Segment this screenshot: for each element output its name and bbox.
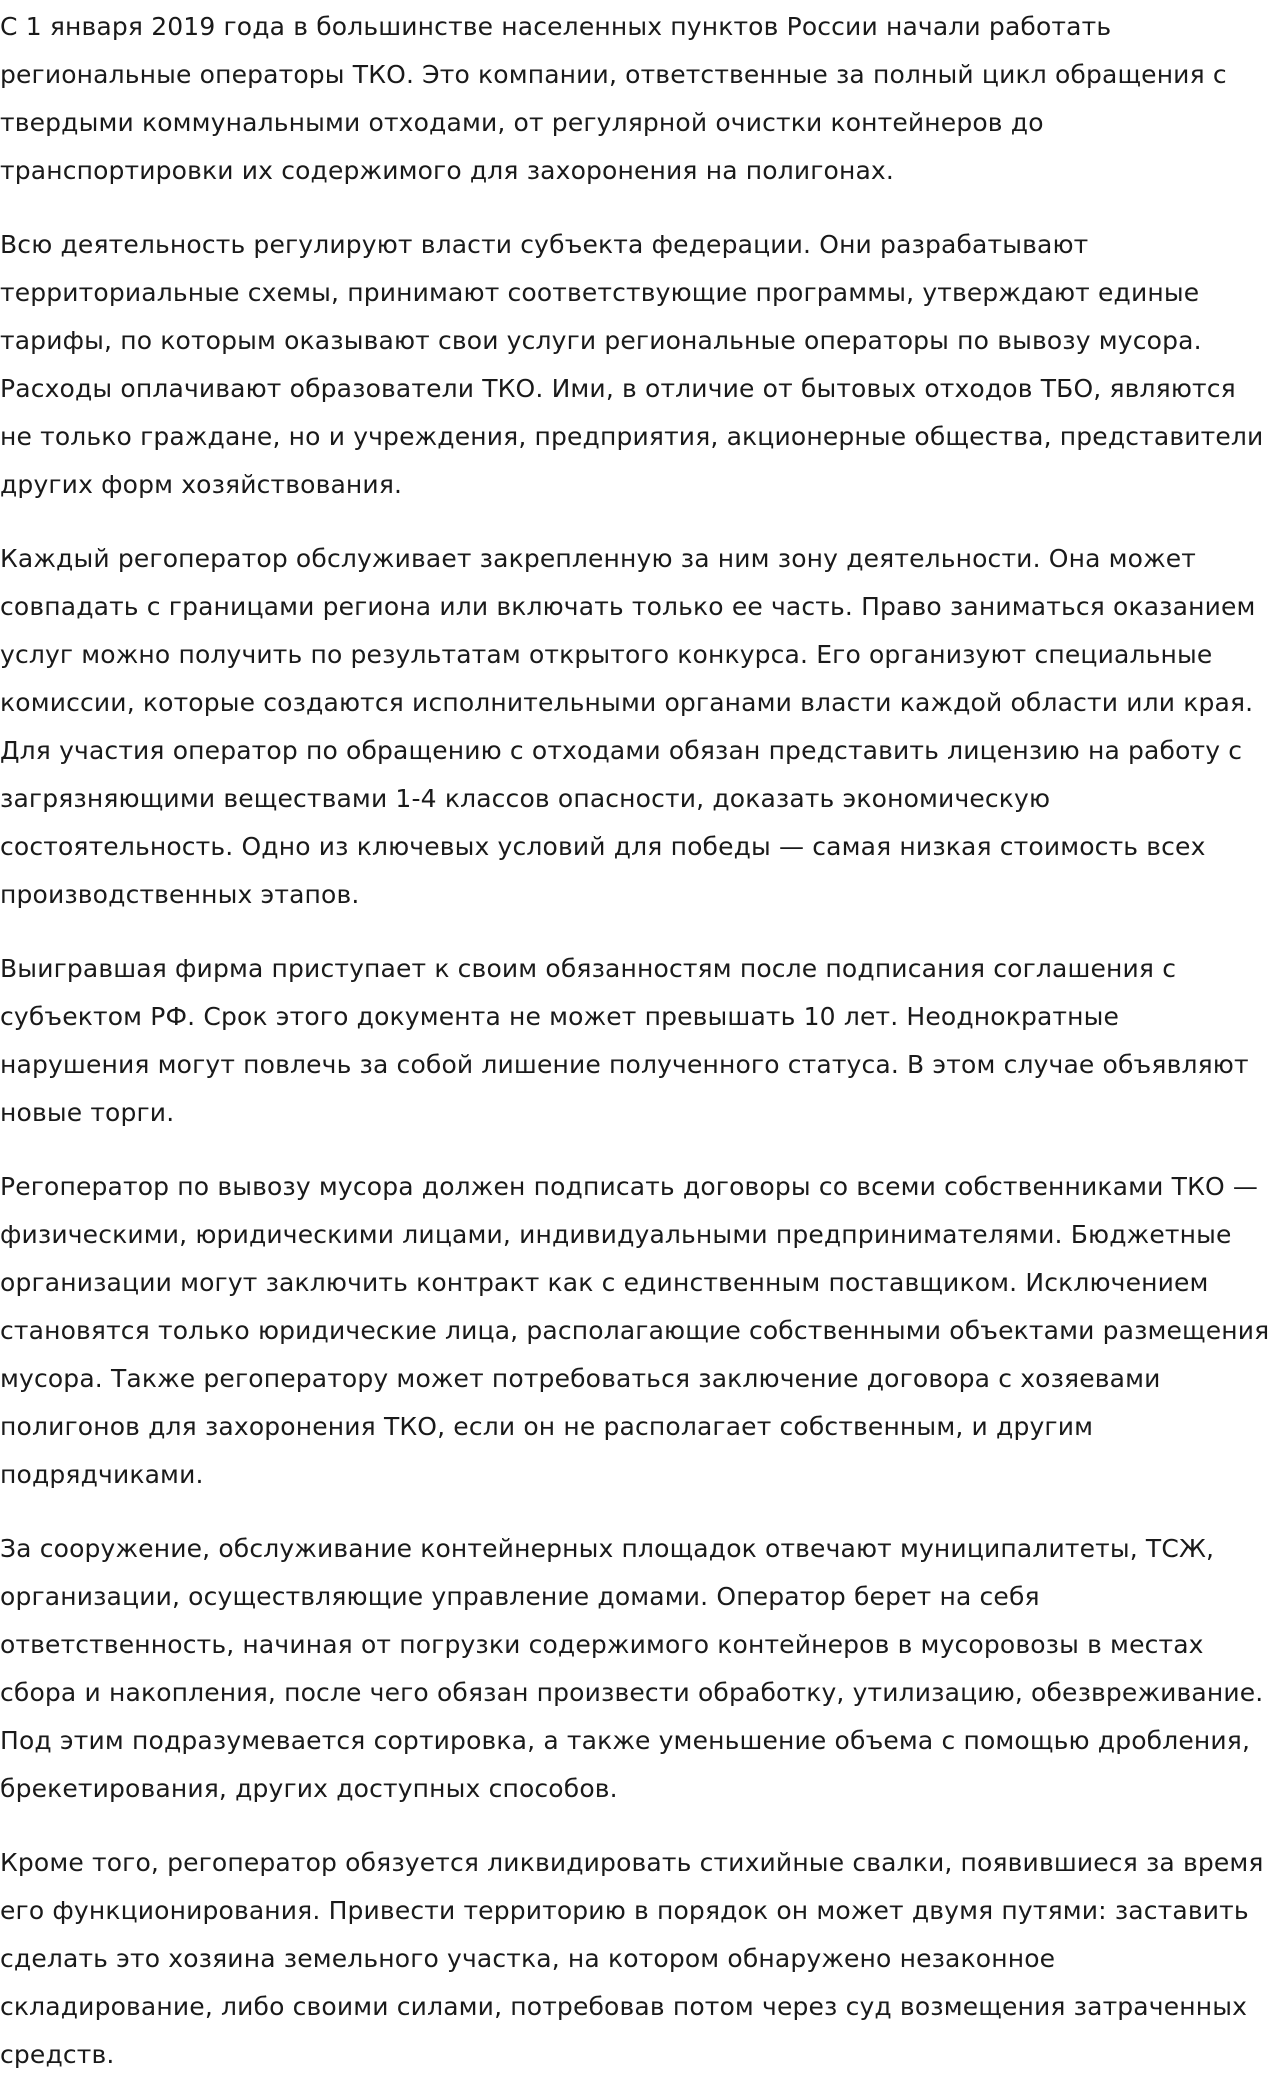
paragraph-container-sites: За сооружение, обслуживание контейнерных площадок отвечают муниципалитеты, ТСЖ, организации, осуществляющие управление домами. Оператор берет на себя ответственность, начиная от погрузки содержимого контейнеров в мусоровозы в местах сбора и накопления, после чего обязан произвести обработку, утилизацию, обезвреживание. Под этим подразумевается сортировка, а также уменьшение объема с помощью дробления, брекетирования, других доступных способов.	[0, 1534, 1264, 1803]
paragraph-intro: С 1 января 2019 года в большинстве населенных пунктов России начали работать региональные операторы ТКО. Это компании, ответственные за полный цикл обращения с твердыми коммунальными отходами, от регулярной очистки контейнеров до транспортировки их содержимого для захоронения на полигонах.	[0, 12, 1227, 185]
paragraph-contracts: Регоператор по вывозу мусора должен подписать договоры со всеми собственниками ТКО — физическими, юридическими лицами, индивидуальными предпринимателями. Бюджетные организации могут заключить контракт как с единственным поставщиком. Исключением становятся только юридические лица, располагающие собственными объектами размещения мусора. Также регоператору может потребоваться заключение договора с хозяевами полигонов для захоронения ТКО, если он не располагает собственным, и другим подрядчиками.	[0, 1172, 1270, 1489]
paragraph-illegal-dumps: Кроме того, регоператор обязуется ликвидировать стихийные свалки, появившиеся за время его функционирования. Привести территорию в порядок он может двумя путями: заставить сделать это хозяина земельного участка, на котором обнаружено незаконное складирование, либо своими силами, потребовав потом через суд возмещения затраченных средств.	[0, 1848, 1264, 2069]
paragraph-regulation: Всю деятельность регулируют власти субъекта федерации. Они разрабатывают территориальные схемы, принимают соответствующие программы, утверждают единые тарифы, по которым оказывают свои услуги региональные операторы по вывозу мусора. Расходы оплачивают образователи ТКО. Ими, в отличие от бытовых отходов ТБО, являются не только граждане, но и учреждения, предприятия, акционерные общества, представители других форм хозяйствования.	[0, 230, 1264, 499]
paragraph-agreement-term: Выигравшая фирма приступает к своим обязанностям после подписания соглашения с субъектом РФ. Срок этого документа не может превышать 10 лет. Неоднократные нарушения могут повлечь за собой лишение полученного статуса. В этом случае объявляют новые торги.	[0, 954, 1249, 1127]
paragraph-service-zone: Каждый регоператор обслуживает закрепленную за ним зону деятельности. Она может совпадать с границами региона или включать только ее часть. Право заниматься оказанием услуг можно получить по результатам открытого конкурса. Его организуют специальные комиссии, которые создаются исполнительными органами власти каждой области или края. Для участия оператор по обращению с отходами обязан представить лицензию на работу с загрязняющими веществами 1-4 классов опасности, доказать экономическую состоятельность. Одно из ключевых условий для победы — самая низкая стоимость всех производственных этапов.	[0, 544, 1256, 909]
